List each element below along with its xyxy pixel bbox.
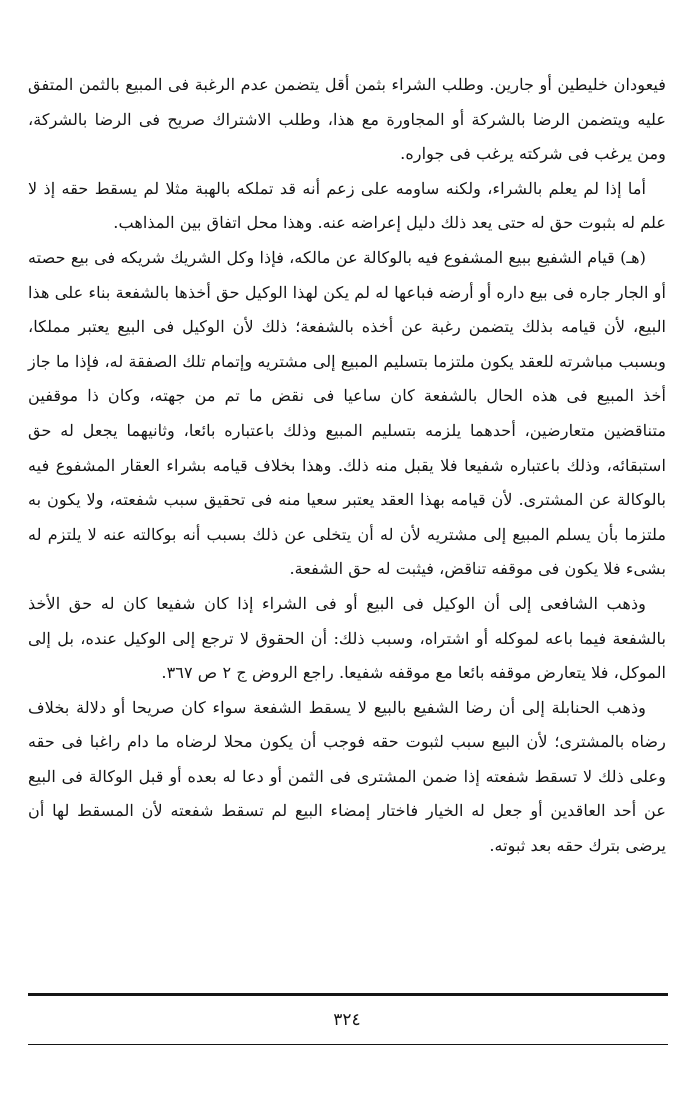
page-number: ٣٢٤	[333, 1010, 361, 1030]
paragraph-shafii: وذهب الشافعى إلى أن الوكيل فى البيع أو فى الشراء إذا كان شفيعا كان له حق الأخذ بالشفعة فيما باعه لموكله أو اشتراه، وسبب ذلك: أن الحقوق لا ترجع إلى الوكيل عنده، بل إلى الموكل، فلا يتعارض موقفه بائعا مع موقفه شفيعا. راجع الروض ج ٢ ص ٣٦٧.	[28, 593, 666, 683]
footer-rule-thin	[28, 1044, 668, 1045]
paragraph-no-knowledge: أما إذا لم يعلم بالشراء، ولكنه ساومه على زعم أنه قد تملكه بالهبة مثلا لم يسقط حقه إذ لا علم له بثبوت حق له حتى يعد ذلك دليل إعراضه عنه. وهذا محل اتفاق بين المذاهب.	[28, 178, 666, 233]
footer-rule-thick	[28, 993, 668, 996]
body-text	[28, 68, 666, 864]
paragraph-section-he: (هـ) قيام الشفيع ببيع المشفوع فيه بالوكالة عن مالكه، فإذا وكل الشريك شريكه فى بيع حصته أو الجار جاره فى بيع داره أو أرضه فباعها له لم يكن لهذا الوكيل حق أخذها بالشفعة بناء على هذا البيع، لأن قيامه بذلك يتضمن رغبة عن أخذه بالشفعة؛ ذلك لأن الوكيل فى البيع يعتبر مملكا، وبسبب مباشرته للعقد يكون ملتزما بتسليم المبيع إلى مشتريه وإتمام تلك الصفقة له، فإذا ما جاز أخذ المبيع فى هذه الحال بالشفعة كان ساعيا فى نقض ما تم من جهته، وكان ذا موقفين متناقضين متعارضين، أحدهما يلزمه بتسليم المبيع وذلك باعتباره بائعا، وثانيهما يجعل له حق استبقائه، وذلك باعتباره شفيعا فلا يقبل منه ذلك. وهذا بخلاف قيامه بشراء العقار المشفوع فيه بالوكالة عن المشترى. لأن قيامه بهذا العقد يعتبر سعيا منه فى تحقيق سبب شفعته، ولا يكون به ملتزما بأن يسلم المبيع إلى مشتريه لأن له أن يتخلى عن ذلك بسبب أنه بوكالته عنه لا يلتزم له بشىء فلا يكون فى موقفه تناقض، فيثبت له حق الشفعة.	[28, 247, 666, 579]
paragraph-continuation: فيعودان خليطين أو جارين. وطلب الشراء بثمن أقل يتضمن عدم الرغبة فى المبيع بالثمن المتفق عليه ويتضمن الرضا بالشركة أو المجاورة مع هذا، وطلب الاشتراك صريح فى الرضا بالشركة، ومن يرغب فى شركته يرغب فى جواره.	[28, 75, 666, 164]
paragraph-hanabila: وذهب الحنابلة إلى أن رضا الشفيع بالبيع لا يسقط الشفعة سواء كان صريحا أو دلالة بخلاف رضاه بالمشترى؛ لأن البيع سبب لثبوت حقه فوجب أن يكون محلا لرضاه ما دام راغبا فى حقه وعلى ذلك لا تسقط شفعته إذا ضمن المشترى فى الثمن أو دعا له بعده أو قبل الوكالة فى البيع عن أحد العاقدين أو جعل له الخيار فاختار إمضاء البيع لم تسقط شفعته لأن المسقط لها أن يرضى بترك حقه بعد ثبوته.	[28, 697, 666, 856]
